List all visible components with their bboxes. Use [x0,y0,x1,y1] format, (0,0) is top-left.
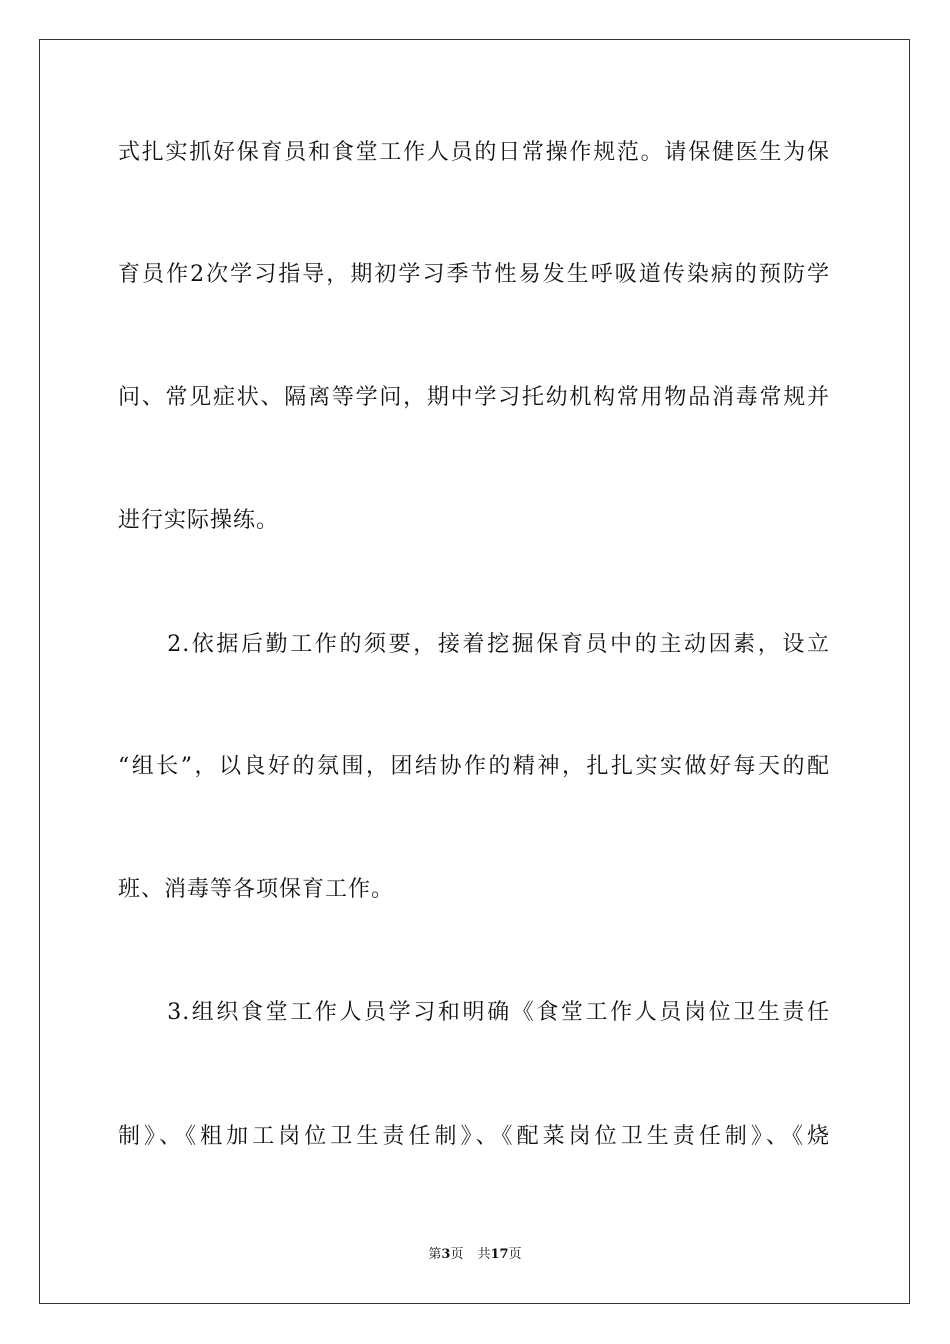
page-suffix: 页 [450,1247,464,1262]
paragraph-1-line-3: 问、常见症状、隔离等学问，期中学习托幼机构常用物品消毒常规并 [118,385,830,410]
paragraph-3-line-1: 3.组织食堂工作人员学习和明确《食堂工作人员岗位卫生责任 [118,1000,830,1025]
paragraph-1-line-1: 式扎实抓好保育员和食堂工作人员的日常操作规范。请保健医生为保 [118,140,830,165]
paragraph-2-line-2: “组长”，以良好的氛围，团结协作的精神，扎扎实实做好每天的配 [118,754,830,779]
paragraph-1-line-2: 育员作2次学习指导，期初学习季节性易发生呼吸道传染病的预防学 [118,262,830,287]
page-border [39,39,910,1304]
total-prefix: 共 [477,1247,491,1262]
paragraph-2-line-3: 班、消毒等各项保育工作。 [118,877,395,902]
page-footer [0,1246,950,1264]
paragraph-3-line-2: 制》、《粗加工岗位卫生责任制》、《配菜岗位卫生责任制》、《烧 [118,1124,830,1149]
paragraph-1-line-4: 进行实际操练。 [118,508,280,533]
page-current: 3 [441,1247,451,1262]
paragraph-2-line-1: 2.依据后勤工作的须要，接着挖掘保育员中的主动因素，设立 [118,632,830,657]
total-suffix: 页 [508,1247,522,1262]
page-total: 17 [490,1247,509,1262]
page-prefix: 第 [428,1247,442,1262]
